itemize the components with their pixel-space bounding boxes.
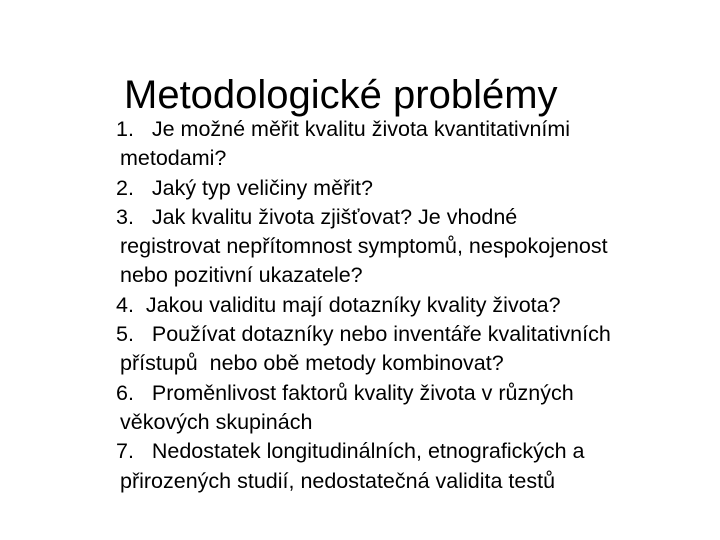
list-item-text: metodami? — [120, 146, 227, 171]
list-item — [116, 291, 706, 320]
list-item-text: Jakou validitu mají dotazníky kvality života? — [145, 292, 561, 317]
list-item-number: 4. — [116, 292, 134, 317]
list-item-text: přirozených studií, nedostatečná validita testů — [120, 468, 556, 493]
list-item-text: Proměnlivost faktorů kvality života v různých — [151, 380, 574, 405]
list-item-first-line — [116, 203, 706, 232]
list-item — [116, 320, 706, 379]
list-item-number: 3. — [116, 204, 134, 229]
list-item-first-line — [116, 320, 706, 349]
slide-title: Metodologické problémy — [124, 72, 558, 117]
list-item-number: 5. — [116, 322, 134, 347]
list-item-text: přístupů nebo obě metody kombinovat? — [120, 351, 504, 376]
list-item-text: Nedostatek longitudinálních, etnografických a — [151, 439, 585, 464]
list-item-text: Jak kvalitu života zjišťovat? Je vhodné — [151, 204, 518, 229]
list-item-text: Jaký typ veličiny měřit? — [151, 175, 373, 200]
list-item-number: 6. — [116, 380, 134, 405]
list-item-text: Je možné měřit kvalitu života kvantitativními — [151, 117, 571, 141]
list-item-first-line — [116, 437, 706, 466]
list-item-first-line — [116, 174, 706, 203]
list-item-text: nebo pozitivní ukazatele? — [120, 263, 363, 288]
list-item-first-line — [116, 291, 706, 320]
list-item-number: 7. — [116, 439, 134, 464]
list-item-number: 2. — [116, 175, 134, 200]
list-item — [116, 437, 706, 496]
list-item — [116, 379, 706, 438]
list-item-text: Používat dotazníky nebo inventáře kvalitativních — [151, 322, 611, 347]
numbered-list — [116, 115, 706, 496]
list-item — [116, 174, 706, 203]
list-item-number: 1. — [116, 117, 134, 141]
list-item — [116, 203, 706, 291]
list-item-text: věkových skupinách — [120, 409, 313, 434]
list-item — [116, 115, 706, 174]
list-item-first-line — [116, 379, 706, 408]
list-item-first-line — [116, 115, 706, 144]
list-item-text: registrovat nepřítomnost symptomů, nespokojenost — [120, 234, 608, 259]
